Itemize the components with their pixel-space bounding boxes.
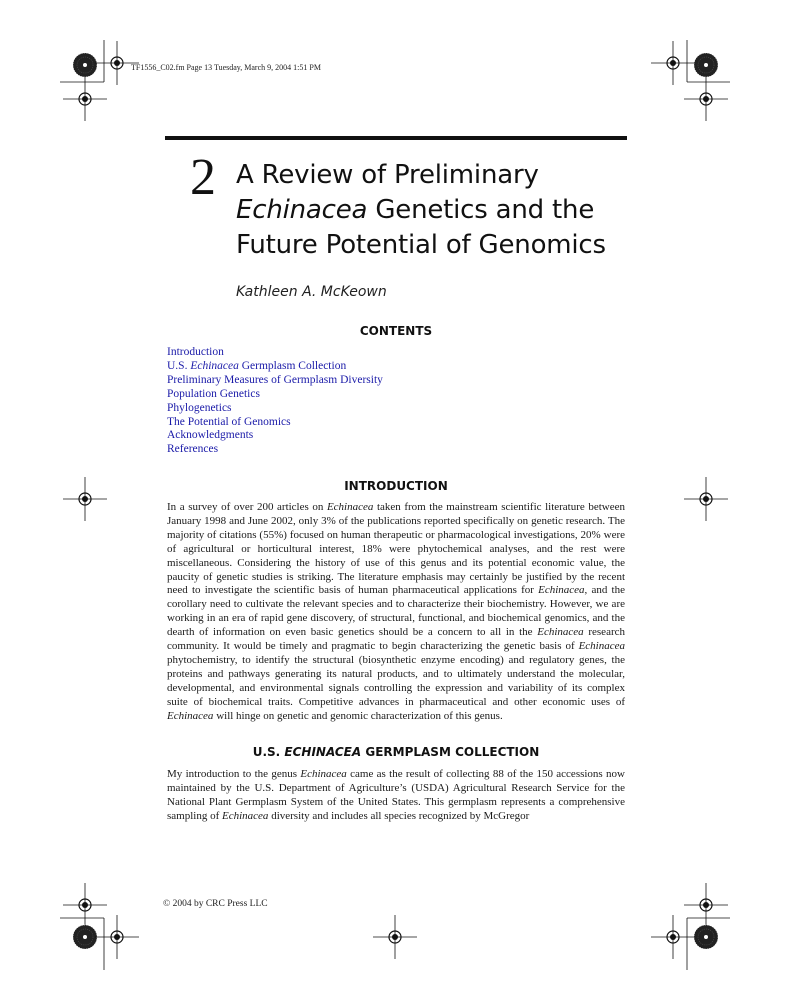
- chapter-title-line-3: Future Potential of Genomics: [236, 230, 606, 260]
- contents-heading: CONTENTS: [359, 324, 433, 338]
- starburst-mark-bottom-right: [694, 925, 718, 949]
- genus-name-italic: Echinacea: [537, 626, 584, 639]
- genus-name-italic: Echinacea: [326, 501, 374, 513]
- table-of-contents: [167, 346, 383, 457]
- germplasm-heading-suffix: GERMPLASM COLLECTION: [361, 745, 540, 759]
- toc-link-germplasm-text: Germplasm Collection: [241, 359, 347, 372]
- crosshair-mark: [373, 915, 417, 959]
- copyright-notice: © 2004 by CRC Press LLC: [163, 899, 268, 909]
- crosshair-mark: [684, 77, 728, 121]
- toc-link-germplasm-prefix: U.S.: [167, 359, 191, 372]
- genus-name-italic: Echinacea: [300, 768, 347, 780]
- chapter-title-line-2: [236, 193, 606, 228]
- crosshair-mark: [684, 883, 728, 927]
- genus-name-italic: Echinacea: [222, 809, 269, 822]
- starburst-mark-top-right: [694, 53, 718, 77]
- crosshair-mark: [684, 477, 728, 521]
- chapter-title-line-1: A Review of Preliminary: [236, 160, 539, 190]
- toc-link-population-genetics[interactable]: Population Genetics: [167, 387, 260, 400]
- crosshair-mark: [651, 41, 695, 85]
- germplasm-heading-italic: ECHINACEA: [284, 745, 362, 759]
- genus-name-italic: Echinacea: [167, 709, 214, 722]
- chapter-author: Kathleen A. McKeown: [236, 284, 387, 300]
- toc-link-potential-of-genomics[interactable]: The Potential of Genomics: [167, 415, 291, 428]
- crosshair-mark: [651, 915, 695, 959]
- toc-link-acknowledgments[interactable]: Acknowledgments: [167, 429, 254, 442]
- chapter-title-italic: Echinacea: [236, 195, 368, 225]
- introduction-paragraph: In a survey of over 200 articles on Echinacea taken from the mainstream scientific literature between January 1998 and June 2002, only 3% of the publications reported specifically on genetic research. The majority of citations (55%) focused on human therapeutic or pharmacological investigations, 20% were of agricultural or horticultural interest, 18% were phytochemical analyses, and the rest were miscellaneous. Considering the history of use of this genus and its potential economic value, the paucity of genetic studies is striking. The literature emphasis may certainly be justified by the recent need to investigate the scientific basis of human pharmaceutical applications for Echinacea, and the corollary need to cultivate the relevant species and to characterize their biochemistry. However, we are working in an era of rapid gene discovery, of structural, functional, and biochemical genomics, and the dearth of information on even basic genetics should be a concern to all in the Echinacea research community. It would be timely and pragmatic to begin characterizing the genetic basis of Echinacea phytochemistry, to identify the structural (biosynthetic enzyme encoding) and regulatory genes, the proteins and pathways generating its natural products, and to ultimately understand the molecular, developmental, and environmental signals controlling the expression and variability of its complex suite of biochemical traits. Competitive advances in pharmaceutical and other economic uses of Echinacea will hinge on genetic and genomic characterization of this genus.: [167, 501, 626, 722]
- introduction-heading: INTRODUCTION: [344, 479, 448, 493]
- crosshair-mark: [63, 477, 107, 521]
- genus-name-italic: Echinacea: [538, 584, 585, 597]
- crosshair-mark: [95, 915, 139, 959]
- toc-link-references[interactable]: References: [167, 443, 219, 456]
- toc-link-introduction[interactable]: Introduction: [167, 346, 224, 358]
- chapter-top-rule: [165, 136, 627, 140]
- toc-link-germplasm-diversity[interactable]: Preliminary Measures of Germplasm Diversity: [167, 373, 383, 386]
- chapter-title: [236, 158, 606, 263]
- starburst-mark-top-left: [73, 53, 97, 77]
- germplasm-paragraph: My introduction to the genus Echinacea came as the result of collecting 88 of the 150 accessions now maintained by the U.S. Department of Agriculture’s (USDA) Agricultural Research Service for the National Plant Germplasm System of the United States. This germplasm represents a comprehensive sampling of Echinacea diversity and includes all species recognized by McGregor: [167, 768, 625, 822]
- chapter-title-line-2-rest: Genetics and the: [367, 195, 595, 225]
- header-slug: TF1556_C02.fm Page 13 Tuesday, March 9, 2004 1:51 PM: [131, 63, 321, 72]
- genus-name-italic: Echinacea: [578, 640, 625, 653]
- crosshair-mark: [63, 77, 107, 121]
- toc-link-germplasm-collection[interactable]: [167, 360, 383, 374]
- chapter-number: 2: [190, 149, 216, 206]
- toc-link-germplasm-italic: Echinacea: [190, 359, 239, 372]
- crosshair-mark: [63, 883, 107, 927]
- germplasm-heading: [165, 745, 627, 759]
- starburst-mark-bottom-left: [73, 925, 97, 949]
- toc-link-phylogenetics[interactable]: Phylogenetics: [167, 401, 232, 414]
- germplasm-heading-prefix: U.S.: [252, 745, 285, 759]
